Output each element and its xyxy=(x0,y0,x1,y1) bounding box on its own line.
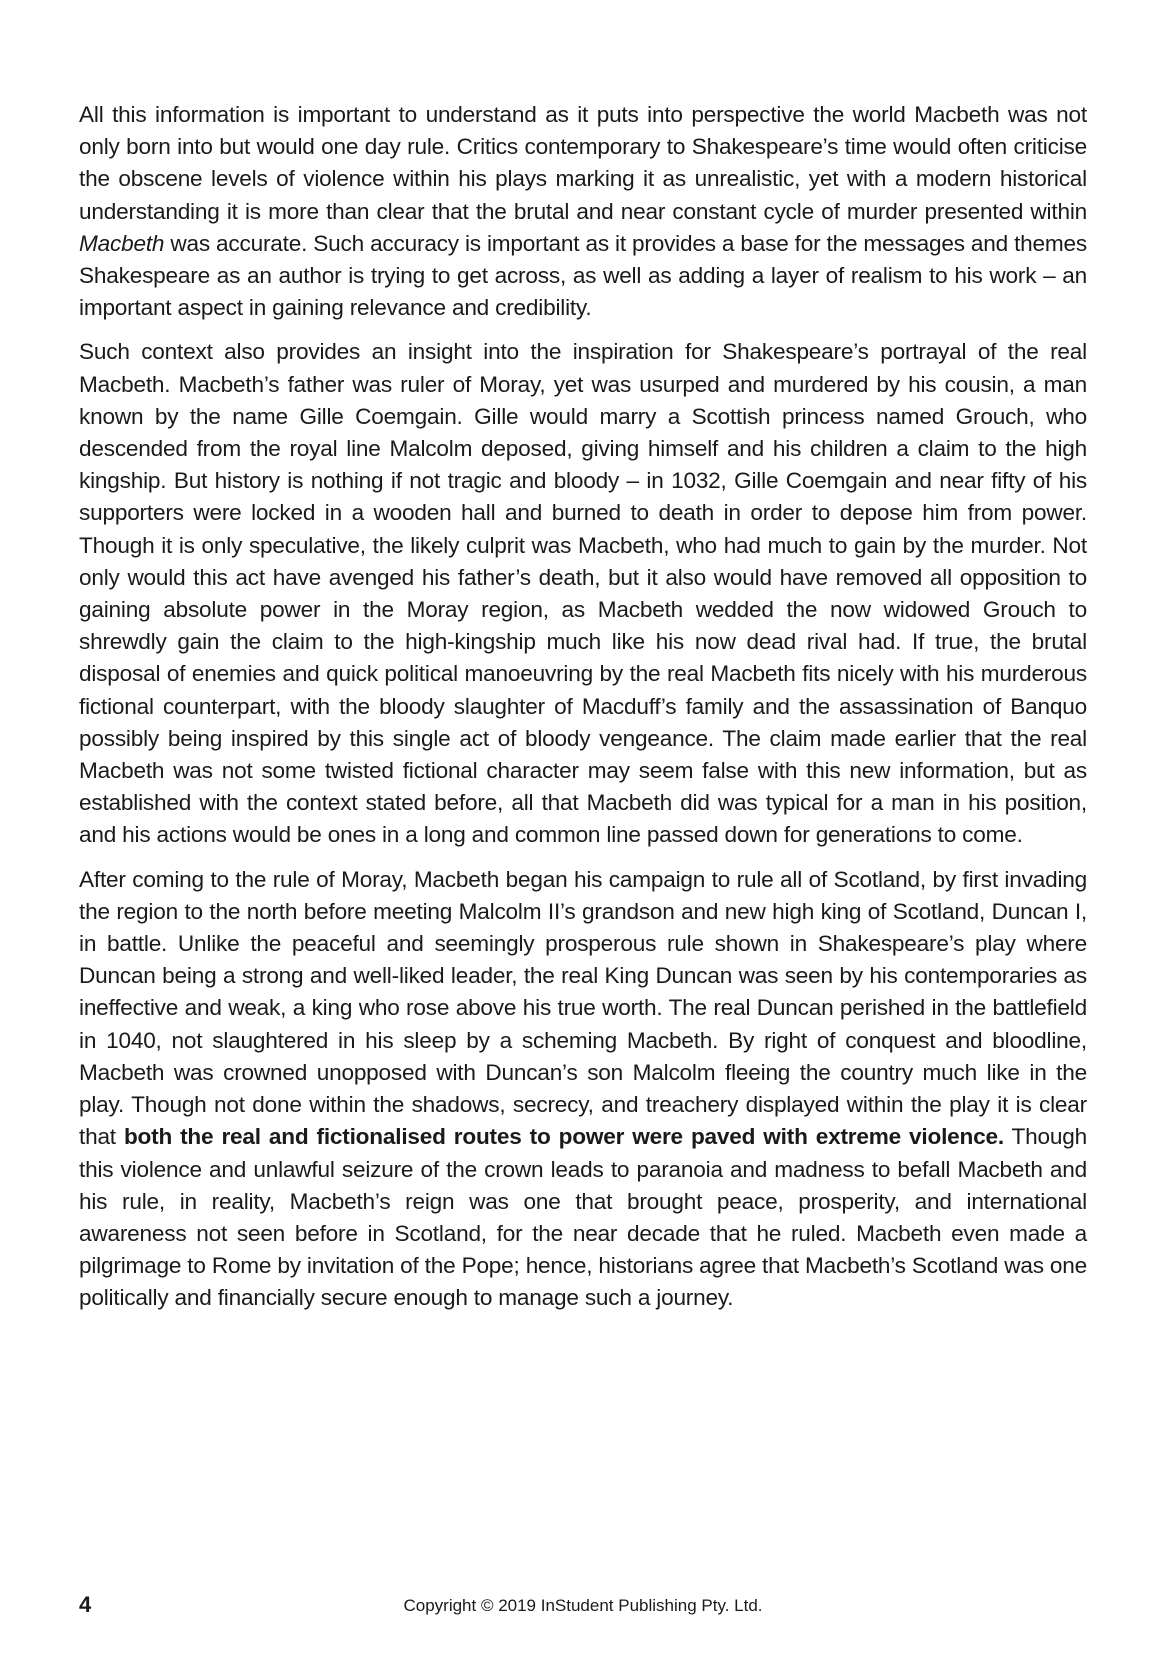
play-title-macbeth: Macbeth xyxy=(79,230,165,256)
paragraph-1-text-b: was accurate. Such accuracy is important as it provides a base for the messages and themes Shakespeare as an author is trying to get across, as well as adding a layer of realism to his work – an important aspect in gaining relevance and credibility. xyxy=(79,230,1087,321)
paragraph-3-text-b: Though this violence and unlawful seizure of the crown leads to paranoia and madness to befall Macbeth and his rule, in reality, Macbeth’s reign was one that brought peace, prosperity, and international awareness not seen before in Scotland, for the near decade that he ruled. Macbeth even made a pilgrimage to Rome by invitation of the Pope; hence, historians agree that Macbeth’s Scotland was one politically and financially secure enough to manage such a journey. xyxy=(79,1124,1088,1311)
page-body xyxy=(79,99,1087,1327)
bold-key-statement: both the real and fictionalised routes to power were paved with extreme violence. xyxy=(123,1124,1004,1150)
body-paragraph-3 xyxy=(79,864,1087,1315)
paragraph-2-text: Such context also provides an insight into the inspiration for Shakespeare’s portrayal of the real Macbeth. Macbeth’s father was ruler of Moray, yet was usurped and murdered by his cousin, a man known by the name Gille Coemgain. Gille would marry a Scottish princess named Grouch, who descended from the royal line Malcolm deposed, giving himself and his children a claim to the high kingship. But history is nothing if not tragic and bloody – in 1032, Gille Coemgain and near fifty of his supporters were locked in a wooden hall and burned to death in order to depose him from power. Though it is only speculative, the likely culprit was Macbeth, who had much to gain by the murder. Not only would this act have avenged his father’s death, but it also would have removed all opposition to gaining absolute power in the Moray region, as Macbeth wedded the now widowed Grouch to shrewdly gain the claim to the high-kingship much like his now dead rival had. If true, the brutal disposal of enemies and quick political manoeuvring by the real Macbeth fits nicely with his murderous fictional counterpart, with the bloody slaughter of Macduff’s family and the assassination of Banquo possibly being inspired by this single act of bloody vengeance. The claim made earlier that the real Macbeth was not some twisted fictional character may seem false with this new information, but as established with the context stated before, all that Macbeth did was typical for a man in his position, and his actions would be ones in a long and common line passed down for generations to come. xyxy=(79,339,1087,848)
paragraph-1-text-a: All this information is important to understand as it puts into perspective the world Macbeth was not only born into but would one day rule. Critics contemporary to Shakespeare’s time would often criticise the obscene levels of violence within his plays marking it as unrealistic, yet with a modern historical understanding it is more than clear that the brutal and near constant cycle of murder presented within xyxy=(79,102,1087,224)
body-paragraph-1 xyxy=(79,99,1087,324)
paragraph-3-text-a: After coming to the rule of Moray, Macbeth began his campaign to rule all of Scotland, by first invading the region to the north before meeting Malcolm II’s grandson and new high king of Scotland, Duncan I, in battle. Unlike the peaceful and seemingly prosperous rule shown in Shakespeare’s play where Duncan being a strong and well-liked leader, the real King Duncan was seen by his contemporaries as ineffective and weak, a king who rose above his true worth. The real Duncan perished in the battlefield in 1040, not slaughtered in his sleep by a scheming Macbeth. By right of conquest and bloodline, Macbeth was crowned unopposed with Duncan’s son Malcolm fleeing the country much like in the play. Though not done within the shadows, secrecy, and treachery displayed within the play it is clear that xyxy=(79,866,1087,1150)
page-footer xyxy=(79,1592,1087,1622)
copyright-notice: Copyright © 2019 InStudent Publishing Pty. Ltd. xyxy=(403,1596,763,1615)
page-number: 4 xyxy=(79,1592,92,1617)
body-paragraph-2 xyxy=(79,336,1087,851)
